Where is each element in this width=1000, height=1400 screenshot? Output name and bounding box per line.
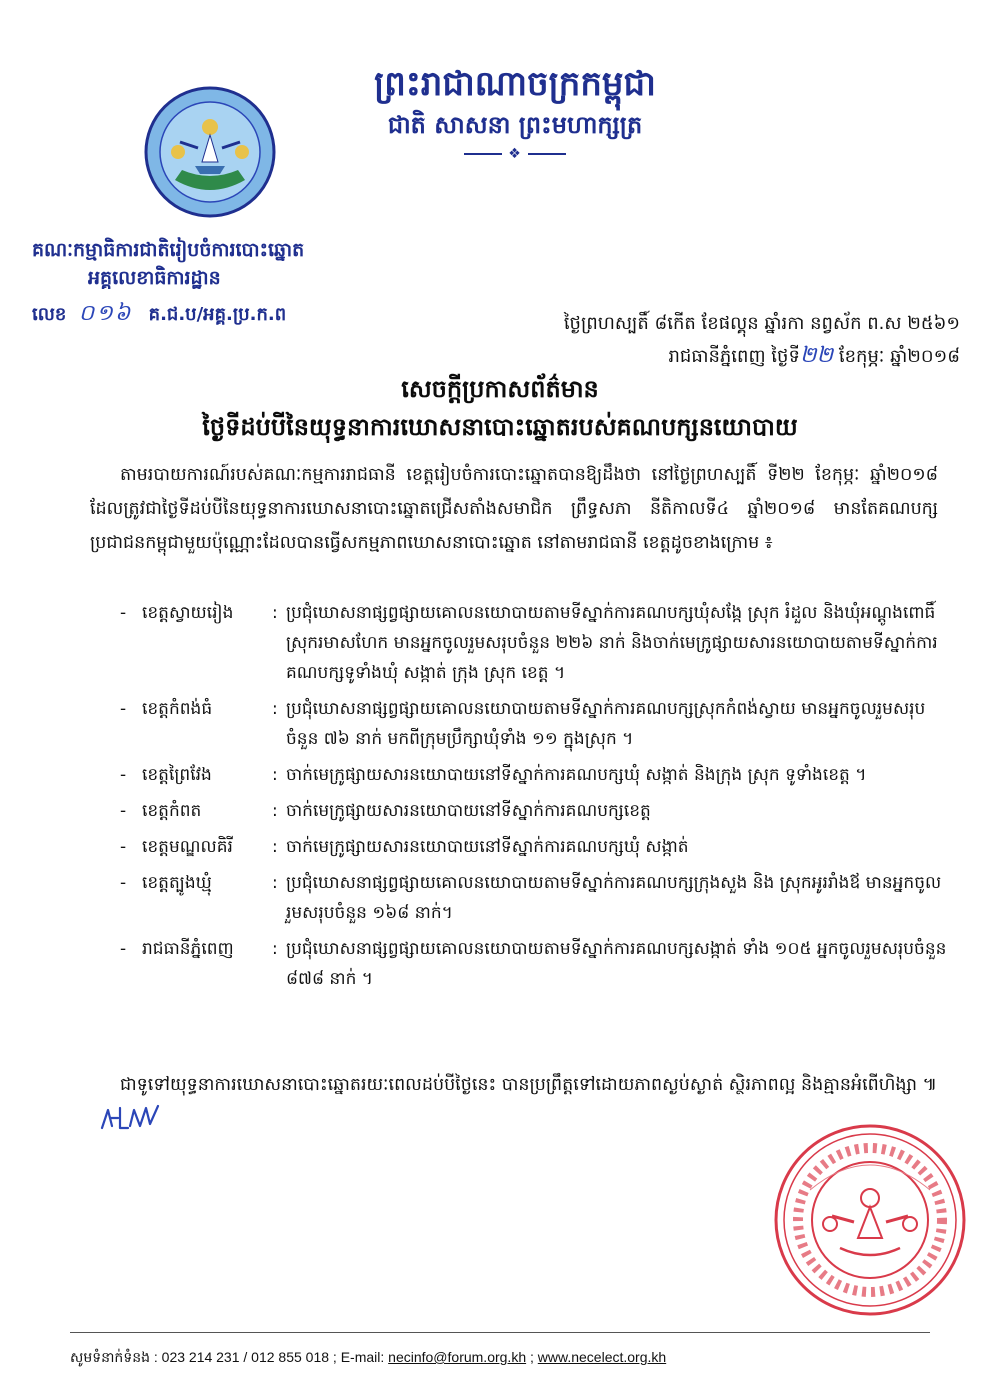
contact-phones: : 023 214 231 / 012 855 018 ; E-mail:	[153, 1349, 385, 1365]
intro-paragraph: តាមរបាយការណ៍របស់គណៈកម្មការរាជធានី ខេត្តរៀបចំការបោះឆ្នោតបានឱ្យដឹងថា នៅថ្ងៃព្រហស្បតិ៍ ទី២២ ខែកុម្ភៈ ឆ្នាំ២០១៨ ដែលត្រូវជាថ្ងៃទីដប់បីនៃយុទ្ធនាការឃោសនាបោះឆ្នោតជ្រើសតាំងសមាជិក ព្រឹទ្ធសភា នីតិកាលទី៤ ឆ្នាំ២០១៨ មានតែគណបក្សប្រជាជនកម្ពុជាមួយប៉ុណ្ណោះដែលបានធ្វើសកម្មភាពឃោសនាបោះឆ្នោត នៅតាមរាជធានី ខេត្តដូចខាងក្រោម ៖	[90, 465, 938, 553]
signature-icon	[98, 1102, 168, 1136]
list-colon: :	[272, 837, 278, 857]
list-item	[120, 694, 950, 754]
solar-date-suffix: ខែកុម្ភៈ ឆ្នាំ២០១៨	[838, 346, 960, 367]
province-name: ខេត្តត្បូងឃ្មុំ	[142, 873, 212, 893]
province-activity: ប្រជុំឃោសនាផ្សព្វផ្សាយគោលនយោបាយតាមទីស្នាក់ការគណបក្សសង្កាត់ ទាំង ១០៥ អ្នកចូលរួមសរុបចំនួន ៨៧៨ នាក់ ។	[286, 939, 947, 989]
closing-text: ជាទូទៅយុទ្ធនាការឃោសនាបោះឆ្នោតរយៈពេលដប់បីថ្ងៃនេះ បានប្រព្រឹត្តទៅដោយភាពស្ងប់ស្ងាត់ ស្ថិរភាពល្អ និងគ្មានអំពើហិង្សា ៕	[120, 1075, 938, 1095]
province-activity: ចាក់មេក្រូផ្សាយសារនយោបាយនៅទីស្នាក់ការគណបក្សឃុំ សង្កាត់	[286, 837, 689, 857]
list-colon: :	[272, 873, 278, 893]
list-colon: :	[272, 699, 278, 719]
title-line-2: ថ្ងៃទីដប់បីនៃយុទ្ធនាការឃោសនាបោះឆ្នោតរបស់គណបក្សនយោបាយ	[202, 413, 798, 441]
solar-date	[450, 340, 960, 373]
province-activity: ប្រជុំឃោសនាផ្សព្វផ្សាយគោលនយោបាយតាមទីស្នាក់ការគណបក្សស្រុកកំពង់ស្វាយ មានអ្នកចូលរួមសរុបចំនួន ៧៦ នាក់ មកពីក្រុមប្រឹក្សាឃុំទាំង ១១ ក្នុងស្រុក ។	[286, 699, 926, 749]
footer-divider	[70, 1332, 930, 1333]
kingdom-header	[330, 62, 700, 162]
website-link[interactable]: www.necelect.org.kh	[537, 1349, 667, 1365]
reference-number: ០១៦	[78, 301, 133, 326]
list-dash: -	[120, 801, 127, 821]
reference-suffix: គ.ជ.ប/អគ្គ.ប្រ.ក.ព	[148, 304, 287, 325]
contact-separator: ;	[530, 1349, 534, 1365]
list-colon: :	[272, 603, 278, 623]
list-item	[120, 868, 950, 928]
province-name: ខេត្តកំពង់ធំ	[142, 699, 213, 719]
province-activity: ប្រជុំឃោសនាផ្សព្វផ្សាយគោលនយោបាយតាមទីស្នាក់ការគណបក្សឃុំសង្កែ ស្រុក រំដួល និងឃុំអណ្ដូងពោធិ៍ ស្រុករមាសហែក មានអ្នកចូលរួមសរុបចំនួន ២២៦ នាក់ និងចាក់មេក្រូផ្សាយសារនយោបាយតាមទីស្នាក់ការគណបក្សទូទាំងឃុំ សង្កាត់ ក្រុង ស្រុក ខេត្ត ។	[286, 603, 938, 683]
list-item	[120, 598, 950, 688]
province-list	[120, 598, 950, 1000]
list-item	[120, 934, 950, 994]
reference-line	[32, 298, 304, 331]
list-colon: :	[272, 765, 278, 785]
province-activity: ចាក់មេក្រូផ្សាយសារនយោបាយនៅទីស្នាក់ការគណបក្សខេត្ត	[286, 801, 651, 821]
list-dash: -	[120, 603, 127, 623]
list-item	[120, 760, 950, 790]
list-dash: -	[120, 939, 127, 959]
ornament-divider	[330, 146, 700, 162]
province-name: ខេត្តកំពត	[142, 801, 202, 821]
list-colon: :	[272, 801, 278, 821]
list-item	[120, 796, 950, 826]
province-name: រាជធានីភ្នំពេញ	[142, 939, 234, 959]
contact-label: សូមទំនាក់ទំនង	[70, 1349, 150, 1365]
province-activity: ប្រជុំឃោសនាផ្សព្វផ្សាយគោលនយោបាយតាមទីស្នាក់ការគណបក្សក្រុងសួង និង ស្រុកអូររាំងឪ មានអ្នកចូលរួមសរុបចំនួន ១៦៨ នាក់។	[286, 873, 942, 923]
date-block	[450, 308, 960, 373]
logo-emblem-icon	[140, 82, 280, 222]
list-colon: :	[272, 939, 278, 959]
province-name: ខេត្តមណ្ឌលគិរី	[142, 837, 233, 857]
document-title	[70, 370, 930, 446]
province-name: ខេត្តព្រៃវែង	[142, 765, 212, 785]
solar-date-prefix: រាជធានីភ្នំពេញ ថ្ងៃទី	[668, 346, 800, 367]
province-name: ខេត្តស្វាយរៀង	[142, 603, 234, 623]
contact-email-link[interactable]: necinfo@forum.org.kh	[388, 1349, 527, 1365]
reference-prefix: លេខ	[32, 304, 67, 325]
official-seal	[770, 1120, 970, 1320]
list-item	[120, 832, 950, 862]
list-dash: -	[120, 837, 127, 857]
ornament-line-left	[464, 153, 502, 155]
list-dash: -	[120, 699, 127, 719]
ornament-icon: ❖	[508, 146, 522, 162]
seal-stamp-icon	[770, 1120, 970, 1320]
ornament-line-right	[528, 153, 566, 155]
province-activity: ចាក់មេក្រូផ្សាយសារនយោបាយនៅទីស្នាក់ការគណបក្សឃុំ សង្កាត់ និងក្រុង ស្រុក ទូទាំងខេត្ត ។	[286, 765, 867, 785]
organization-block	[32, 236, 304, 331]
org-department: អគ្គលេខាធិការដ្ឋាន	[88, 267, 221, 289]
nec-logo	[140, 82, 280, 222]
list-dash: -	[120, 873, 127, 893]
title-line-1: សេចក្ដីប្រកាសព័ត៌មាន	[401, 375, 599, 403]
lunar-date: ថ្ងៃព្រហស្បតិ៍ ៨កើត ខែផល្គុន ឆ្នាំរកា នព្វស័ក ព.ស ២៥៦១	[563, 313, 960, 334]
footer-contact	[70, 1346, 950, 1368]
list-dash: -	[120, 765, 127, 785]
solar-date-day: ២២	[799, 343, 834, 368]
kingdom-title: ព្រះរាជាណាចក្រកម្ពុជា	[374, 64, 656, 104]
org-name: គណៈកម្មាធិការជាតិរៀបចំការបោះឆ្នោត	[32, 239, 305, 261]
national-motto: ជាតិ សាសនា ព្រះមហាក្សត្រ	[387, 111, 643, 139]
